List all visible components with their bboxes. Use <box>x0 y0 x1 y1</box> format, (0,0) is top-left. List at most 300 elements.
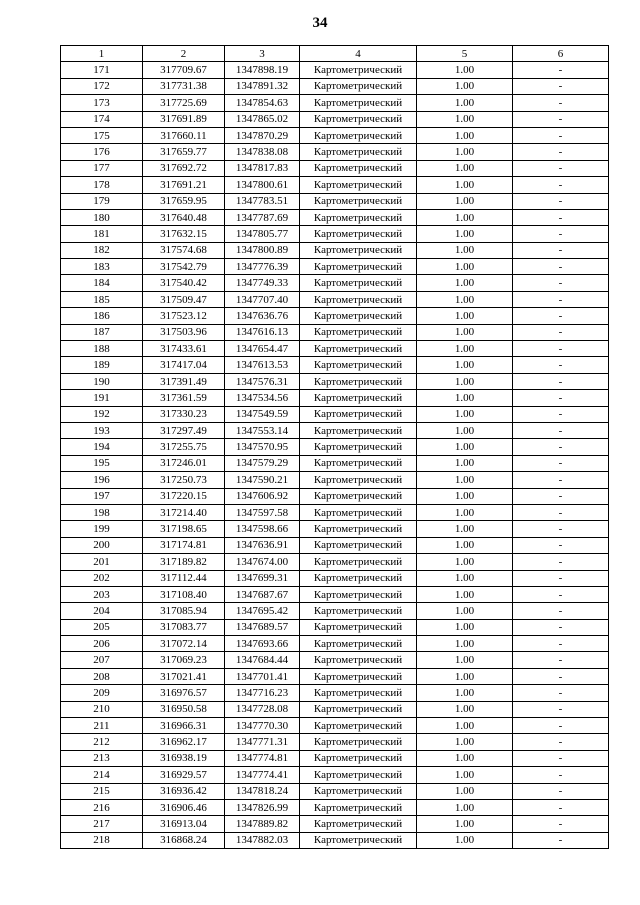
page-number: 34 <box>312 15 328 31</box>
method-cell: Картометрический <box>300 111 417 127</box>
x-coordinate-cell: 317112.44 <box>143 570 225 586</box>
x-coordinate-cell: 317220.15 <box>143 488 225 504</box>
y-coordinate-cell: 1347693.66 <box>225 636 300 652</box>
point-number-cell: 181 <box>61 226 143 242</box>
method-cell: Картометрический <box>300 799 417 815</box>
x-coordinate-cell: 317189.82 <box>143 554 225 570</box>
accuracy-cell: 1.00 <box>417 537 513 553</box>
x-coordinate-cell: 316950.58 <box>143 701 225 717</box>
point-number-cell: 195 <box>61 455 143 471</box>
note-cell: - <box>513 767 609 783</box>
accuracy-cell: 1.00 <box>417 767 513 783</box>
note-cell: - <box>513 357 609 373</box>
x-coordinate-cell: 317433.61 <box>143 341 225 357</box>
accuracy-cell: 1.00 <box>417 750 513 766</box>
note-cell: - <box>513 209 609 225</box>
note-cell: - <box>513 177 609 193</box>
accuracy-cell: 1.00 <box>417 275 513 291</box>
point-number-cell: 194 <box>61 439 143 455</box>
method-cell: Картометрический <box>300 144 417 160</box>
table-row <box>61 521 609 537</box>
y-coordinate-cell: 1347576.31 <box>225 373 300 389</box>
accuracy-cell: 1.00 <box>417 488 513 504</box>
x-coordinate-cell: 317174.81 <box>143 537 225 553</box>
method-cell: Картометрический <box>300 390 417 406</box>
accuracy-cell: 1.00 <box>417 734 513 750</box>
table-row <box>61 111 609 127</box>
y-coordinate-cell: 1347716.23 <box>225 685 300 701</box>
note-cell: - <box>513 242 609 258</box>
point-number-cell: 175 <box>61 127 143 143</box>
note-cell: - <box>513 504 609 520</box>
column-header: 2 <box>143 46 225 62</box>
x-coordinate-cell: 317659.95 <box>143 193 225 209</box>
y-coordinate-cell: 1347774.41 <box>225 767 300 783</box>
table-row <box>61 95 609 111</box>
y-coordinate-cell: 1347749.33 <box>225 275 300 291</box>
method-cell: Картометрический <box>300 373 417 389</box>
table-row <box>61 226 609 242</box>
point-number-cell: 209 <box>61 685 143 701</box>
table-row <box>61 308 609 324</box>
point-number-cell: 182 <box>61 242 143 258</box>
note-cell: - <box>513 390 609 406</box>
y-coordinate-cell: 1347771.31 <box>225 734 300 750</box>
point-number-cell: 190 <box>61 373 143 389</box>
y-coordinate-cell: 1347606.92 <box>225 488 300 504</box>
point-number-cell: 208 <box>61 668 143 684</box>
y-coordinate-cell: 1347570.95 <box>225 439 300 455</box>
accuracy-cell: 1.00 <box>417 242 513 258</box>
note-cell: - <box>513 488 609 504</box>
point-number-cell: 212 <box>61 734 143 750</box>
accuracy-cell: 1.00 <box>417 78 513 94</box>
method-cell: Картометрический <box>300 521 417 537</box>
note-cell: - <box>513 521 609 537</box>
y-coordinate-cell: 1347818.24 <box>225 783 300 799</box>
method-cell: Картометрический <box>300 324 417 340</box>
point-number-cell: 179 <box>61 193 143 209</box>
point-number-cell: 173 <box>61 95 143 111</box>
method-cell: Картометрический <box>300 668 417 684</box>
method-cell: Картометрический <box>300 209 417 225</box>
y-coordinate-cell: 1347891.32 <box>225 78 300 94</box>
x-coordinate-cell: 317542.79 <box>143 259 225 275</box>
point-number-cell: 200 <box>61 537 143 553</box>
x-coordinate-cell: 317709.67 <box>143 62 225 78</box>
accuracy-cell: 1.00 <box>417 127 513 143</box>
note-cell: - <box>513 832 609 848</box>
accuracy-cell: 1.00 <box>417 422 513 438</box>
accuracy-cell: 1.00 <box>417 308 513 324</box>
method-cell: Картометрический <box>300 275 417 291</box>
table-row <box>61 652 609 668</box>
note-cell: - <box>513 144 609 160</box>
note-cell: - <box>513 95 609 111</box>
table-header-row <box>61 46 609 62</box>
accuracy-cell: 1.00 <box>417 685 513 701</box>
x-coordinate-cell: 317250.73 <box>143 472 225 488</box>
table-row <box>61 685 609 701</box>
table-row <box>61 455 609 471</box>
point-number-cell: 178 <box>61 177 143 193</box>
point-number-cell: 206 <box>61 636 143 652</box>
table-row <box>61 390 609 406</box>
accuracy-cell: 1.00 <box>417 619 513 635</box>
column-header: 6 <box>513 46 609 62</box>
x-coordinate-cell: 317198.65 <box>143 521 225 537</box>
table-row <box>61 734 609 750</box>
y-coordinate-cell: 1347689.57 <box>225 619 300 635</box>
y-coordinate-cell: 1347636.91 <box>225 537 300 553</box>
table-row <box>61 193 609 209</box>
accuracy-cell: 1.00 <box>417 373 513 389</box>
accuracy-cell: 1.00 <box>417 324 513 340</box>
x-coordinate-cell: 317503.96 <box>143 324 225 340</box>
x-coordinate-cell: 317640.48 <box>143 209 225 225</box>
table-row <box>61 783 609 799</box>
method-cell: Картометрический <box>300 291 417 307</box>
note-cell: - <box>513 291 609 307</box>
note-cell: - <box>513 734 609 750</box>
x-coordinate-cell: 317214.40 <box>143 504 225 520</box>
method-cell: Картометрический <box>300 718 417 734</box>
accuracy-cell: 1.00 <box>417 209 513 225</box>
note-cell: - <box>513 275 609 291</box>
table-row <box>61 127 609 143</box>
method-cell: Картометрический <box>300 816 417 832</box>
column-header: 1 <box>61 46 143 62</box>
method-cell: Картометрический <box>300 832 417 848</box>
x-coordinate-cell: 317660.11 <box>143 127 225 143</box>
table-row <box>61 439 609 455</box>
method-cell: Картометрический <box>300 62 417 78</box>
note-cell: - <box>513 226 609 242</box>
method-cell: Картометрический <box>300 259 417 275</box>
x-coordinate-cell: 317731.38 <box>143 78 225 94</box>
point-number-cell: 191 <box>61 390 143 406</box>
y-coordinate-cell: 1347654.47 <box>225 341 300 357</box>
accuracy-cell: 1.00 <box>417 554 513 570</box>
table-row <box>61 275 609 291</box>
point-number-cell: 189 <box>61 357 143 373</box>
x-coordinate-cell: 317574.68 <box>143 242 225 258</box>
accuracy-cell: 1.00 <box>417 783 513 799</box>
note-cell: - <box>513 160 609 176</box>
note-cell: - <box>513 406 609 422</box>
accuracy-cell: 1.00 <box>417 259 513 275</box>
note-cell: - <box>513 62 609 78</box>
x-coordinate-cell: 316906.46 <box>143 799 225 815</box>
method-cell: Картометрический <box>300 455 417 471</box>
table-row <box>61 341 609 357</box>
x-coordinate-cell: 317725.69 <box>143 95 225 111</box>
accuracy-cell: 1.00 <box>417 226 513 242</box>
method-cell: Картометрический <box>300 308 417 324</box>
table-row <box>61 78 609 94</box>
point-number-cell: 205 <box>61 619 143 635</box>
accuracy-cell: 1.00 <box>417 701 513 717</box>
y-coordinate-cell: 1347701.41 <box>225 668 300 684</box>
point-number-cell: 216 <box>61 799 143 815</box>
y-coordinate-cell: 1347826.99 <box>225 799 300 815</box>
point-number-cell: 207 <box>61 652 143 668</box>
accuracy-cell: 1.00 <box>417 668 513 684</box>
method-cell: Картометрический <box>300 783 417 799</box>
point-number-cell: 188 <box>61 341 143 357</box>
method-cell: Картометрический <box>300 242 417 258</box>
point-number-cell: 174 <box>61 111 143 127</box>
point-number-cell: 176 <box>61 144 143 160</box>
table-row <box>61 816 609 832</box>
y-coordinate-cell: 1347695.42 <box>225 603 300 619</box>
table-row <box>61 767 609 783</box>
x-coordinate-cell: 316868.24 <box>143 832 225 848</box>
point-number-cell: 192 <box>61 406 143 422</box>
point-number-cell: 196 <box>61 472 143 488</box>
table-row <box>61 832 609 848</box>
accuracy-cell: 1.00 <box>417 570 513 586</box>
method-cell: Картометрический <box>300 95 417 111</box>
y-coordinate-cell: 1347783.51 <box>225 193 300 209</box>
y-coordinate-cell: 1347770.30 <box>225 718 300 734</box>
table-row <box>61 177 609 193</box>
x-coordinate-cell: 317246.01 <box>143 455 225 471</box>
method-cell: Картометрический <box>300 472 417 488</box>
method-cell: Картометрический <box>300 488 417 504</box>
y-coordinate-cell: 1347636.76 <box>225 308 300 324</box>
x-coordinate-cell: 317691.21 <box>143 177 225 193</box>
accuracy-cell: 1.00 <box>417 177 513 193</box>
table-row <box>61 537 609 553</box>
method-cell: Картометрический <box>300 619 417 635</box>
point-number-cell: 201 <box>61 554 143 570</box>
method-cell: Картометрический <box>300 603 417 619</box>
point-number-cell: 218 <box>61 832 143 848</box>
x-coordinate-cell: 317361.59 <box>143 390 225 406</box>
y-coordinate-cell: 1347687.67 <box>225 586 300 602</box>
x-coordinate-cell: 316938.19 <box>143 750 225 766</box>
note-cell: - <box>513 750 609 766</box>
table-row <box>61 586 609 602</box>
note-cell: - <box>513 685 609 701</box>
y-coordinate-cell: 1347838.08 <box>225 144 300 160</box>
method-cell: Картометрический <box>300 537 417 553</box>
method-cell: Картометрический <box>300 652 417 668</box>
x-coordinate-cell: 317297.49 <box>143 422 225 438</box>
x-coordinate-cell: 316913.04 <box>143 816 225 832</box>
note-cell: - <box>513 439 609 455</box>
accuracy-cell: 1.00 <box>417 291 513 307</box>
x-coordinate-cell: 316976.57 <box>143 685 225 701</box>
method-cell: Картометрический <box>300 422 417 438</box>
y-coordinate-cell: 1347805.77 <box>225 226 300 242</box>
method-cell: Картометрический <box>300 357 417 373</box>
method-cell: Картометрический <box>300 160 417 176</box>
note-cell: - <box>513 570 609 586</box>
table-row <box>61 554 609 570</box>
y-coordinate-cell: 1347534.56 <box>225 390 300 406</box>
y-coordinate-cell: 1347817.83 <box>225 160 300 176</box>
accuracy-cell: 1.00 <box>417 521 513 537</box>
y-coordinate-cell: 1347579.29 <box>225 455 300 471</box>
x-coordinate-cell: 317069.23 <box>143 652 225 668</box>
accuracy-cell: 1.00 <box>417 160 513 176</box>
note-cell: - <box>513 537 609 553</box>
y-coordinate-cell: 1347870.29 <box>225 127 300 143</box>
note-cell: - <box>513 373 609 389</box>
y-coordinate-cell: 1347553.14 <box>225 422 300 438</box>
table-row <box>61 603 609 619</box>
accuracy-cell: 1.00 <box>417 586 513 602</box>
y-coordinate-cell: 1347597.58 <box>225 504 300 520</box>
accuracy-cell: 1.00 <box>417 832 513 848</box>
note-cell: - <box>513 783 609 799</box>
note-cell: - <box>513 324 609 340</box>
y-coordinate-cell: 1347774.81 <box>225 750 300 766</box>
point-number-cell: 203 <box>61 586 143 602</box>
coordinates-table <box>60 45 609 849</box>
table-row <box>61 373 609 389</box>
y-coordinate-cell: 1347865.02 <box>225 111 300 127</box>
point-number-cell: 180 <box>61 209 143 225</box>
note-cell: - <box>513 799 609 815</box>
accuracy-cell: 1.00 <box>417 439 513 455</box>
y-coordinate-cell: 1347800.89 <box>225 242 300 258</box>
accuracy-cell: 1.00 <box>417 652 513 668</box>
x-coordinate-cell: 317523.12 <box>143 308 225 324</box>
accuracy-cell: 1.00 <box>417 504 513 520</box>
note-cell: - <box>513 636 609 652</box>
accuracy-cell: 1.00 <box>417 799 513 815</box>
accuracy-cell: 1.00 <box>417 357 513 373</box>
accuracy-cell: 1.00 <box>417 603 513 619</box>
method-cell: Картометрический <box>300 341 417 357</box>
accuracy-cell: 1.00 <box>417 636 513 652</box>
accuracy-cell: 1.00 <box>417 390 513 406</box>
method-cell: Картометрический <box>300 636 417 652</box>
point-number-cell: 215 <box>61 783 143 799</box>
table-row <box>61 144 609 160</box>
y-coordinate-cell: 1347549.59 <box>225 406 300 422</box>
y-coordinate-cell: 1347882.03 <box>225 832 300 848</box>
point-number-cell: 186 <box>61 308 143 324</box>
table-row <box>61 718 609 734</box>
table-row <box>61 488 609 504</box>
x-coordinate-cell: 317509.47 <box>143 291 225 307</box>
method-cell: Картометрический <box>300 177 417 193</box>
table-row <box>61 619 609 635</box>
table-row <box>61 636 609 652</box>
point-number-cell: 172 <box>61 78 143 94</box>
note-cell: - <box>513 455 609 471</box>
table-row <box>61 209 609 225</box>
note-cell: - <box>513 111 609 127</box>
method-cell: Картометрический <box>300 750 417 766</box>
accuracy-cell: 1.00 <box>417 455 513 471</box>
method-cell: Картометрический <box>300 406 417 422</box>
note-cell: - <box>513 668 609 684</box>
accuracy-cell: 1.00 <box>417 95 513 111</box>
table-row <box>61 472 609 488</box>
x-coordinate-cell: 316929.57 <box>143 767 225 783</box>
method-cell: Картометрический <box>300 701 417 717</box>
y-coordinate-cell: 1347684.44 <box>225 652 300 668</box>
method-cell: Картометрический <box>300 685 417 701</box>
method-cell: Картометрический <box>300 439 417 455</box>
point-number-cell: 210 <box>61 701 143 717</box>
x-coordinate-cell: 317540.42 <box>143 275 225 291</box>
x-coordinate-cell: 317659.77 <box>143 144 225 160</box>
accuracy-cell: 1.00 <box>417 62 513 78</box>
note-cell: - <box>513 718 609 734</box>
table-row <box>61 357 609 373</box>
x-coordinate-cell: 317072.14 <box>143 636 225 652</box>
x-coordinate-cell: 317417.04 <box>143 357 225 373</box>
point-number-cell: 171 <box>61 62 143 78</box>
point-number-cell: 214 <box>61 767 143 783</box>
column-header: 5 <box>417 46 513 62</box>
y-coordinate-cell: 1347898.19 <box>225 62 300 78</box>
note-cell: - <box>513 259 609 275</box>
x-coordinate-cell: 316962.17 <box>143 734 225 750</box>
x-coordinate-cell: 317691.89 <box>143 111 225 127</box>
y-coordinate-cell: 1347854.63 <box>225 95 300 111</box>
table-row <box>61 701 609 717</box>
y-coordinate-cell: 1347674.00 <box>225 554 300 570</box>
point-number-cell: 213 <box>61 750 143 766</box>
method-cell: Картометрический <box>300 734 417 750</box>
point-number-cell: 198 <box>61 504 143 520</box>
table-row <box>61 291 609 307</box>
table-row <box>61 62 609 78</box>
accuracy-cell: 1.00 <box>417 111 513 127</box>
method-cell: Картометрический <box>300 127 417 143</box>
table-row <box>61 324 609 340</box>
x-coordinate-cell: 317083.77 <box>143 619 225 635</box>
table-row <box>61 668 609 684</box>
y-coordinate-cell: 1347800.61 <box>225 177 300 193</box>
accuracy-cell: 1.00 <box>417 144 513 160</box>
method-cell: Картометрический <box>300 570 417 586</box>
accuracy-cell: 1.00 <box>417 193 513 209</box>
note-cell: - <box>513 701 609 717</box>
point-number-cell: 177 <box>61 160 143 176</box>
y-coordinate-cell: 1347699.31 <box>225 570 300 586</box>
table-row <box>61 406 609 422</box>
method-cell: Картометрический <box>300 226 417 242</box>
note-cell: - <box>513 603 609 619</box>
note-cell: - <box>513 619 609 635</box>
point-number-cell: 199 <box>61 521 143 537</box>
point-number-cell: 204 <box>61 603 143 619</box>
point-number-cell: 183 <box>61 259 143 275</box>
method-cell: Картометрический <box>300 78 417 94</box>
x-coordinate-cell: 317391.49 <box>143 373 225 389</box>
point-number-cell: 197 <box>61 488 143 504</box>
note-cell: - <box>513 308 609 324</box>
point-number-cell: 184 <box>61 275 143 291</box>
point-number-cell: 193 <box>61 422 143 438</box>
table-row <box>61 422 609 438</box>
x-coordinate-cell: 317632.15 <box>143 226 225 242</box>
accuracy-cell: 1.00 <box>417 472 513 488</box>
x-coordinate-cell: 317108.40 <box>143 586 225 602</box>
accuracy-cell: 1.00 <box>417 406 513 422</box>
y-coordinate-cell: 1347728.08 <box>225 701 300 717</box>
table-row <box>61 504 609 520</box>
y-coordinate-cell: 1347889.82 <box>225 816 300 832</box>
